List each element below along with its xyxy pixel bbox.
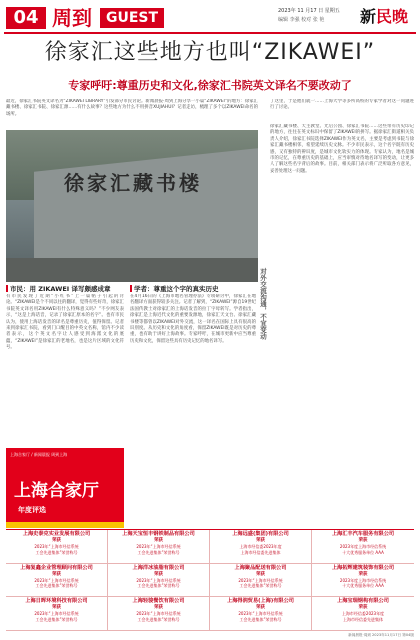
honor-line: 工会先进集体”荣誉称号: [137, 583, 180, 589]
ad-cell: [108, 597, 210, 631]
honor-label: 荣获: [256, 538, 265, 543]
honor-label: 荣获: [154, 605, 163, 611]
honor-label: 荣获: [256, 605, 265, 611]
right-intro-text: 了这里，于是他们就一……上海大学等多所高校的专家学者对这一问题进行了讨论。: [270, 99, 414, 111]
honor-line: 工会先进集体”荣誉称号: [239, 583, 282, 589]
honor-line: 十大优秀服务单位 AAA: [342, 583, 384, 589]
honor-line: 上海市经信委2023年度: [341, 611, 385, 617]
honor-line: 2023年“上海市经信系统: [34, 544, 79, 549]
photo-sign-text: 徐家汇藏书楼: [64, 171, 202, 195]
honor-line: 2023年“上海市经信系统: [136, 544, 181, 549]
honor-label: 荣获: [358, 605, 368, 611]
honor-line: 上海市经信委先进集体: [240, 549, 281, 555]
honor-label: 荣获: [358, 571, 368, 577]
company-name: 上海复鑫企业管理顾问有限公司: [20, 564, 93, 571]
honor-line: 2023年“上海市经信系统: [238, 611, 283, 617]
honor-line: 上海市经信委2023年度: [239, 544, 282, 549]
ad-cell: [210, 530, 312, 564]
newspaper-logo: [360, 4, 408, 30]
company-name: 上海得润贸易(上海)有限公司: [227, 598, 294, 605]
banner-stripe: [6, 522, 124, 528]
ad-cell: [210, 564, 312, 598]
company-name: 上海洋冰油脂有限公司: [132, 564, 185, 571]
issue-date: 2023年 11 月17 日 星期五: [278, 8, 340, 14]
honor-label: 荣获: [154, 571, 163, 577]
honor-line: 2023年“上海市经信系统: [34, 577, 79, 583]
honor-label: 荣获: [52, 605, 61, 611]
company-name: 上海轻骏餐饮有限公司: [132, 598, 185, 605]
honor-line: 工会先进集体”荣誉称号: [35, 549, 78, 555]
column-b-heading-text: 学者：尊重这个字的真实历史: [134, 285, 219, 293]
banner-subtitle: 年度评选: [18, 506, 46, 514]
article-intro: 最近，徐家汇书院英文译名为“ZIKAWEI LIBRARY”引发部分市民讨论。新闻晨报·周到上海分享一小篇“ZIKAWEI”的地方：徐家汇藏书楼、徐家汇书院、徐家汇源……有什么故事？这些地方为什么不用拼音XUJIAHUI？记者走访，梳理了多个以ZIKAWEI命名的场所。: [6, 99, 258, 117]
honor-label: 荣获: [358, 538, 368, 543]
honor-line: 2023年“上海市经信系统: [34, 611, 79, 617]
ad-cell: [6, 597, 108, 631]
ad-cell: [108, 564, 210, 598]
page-number: 04: [6, 7, 46, 29]
honor-label: 荣获: [52, 571, 61, 577]
honor-line: 2023年“上海市经信系统: [136, 577, 181, 583]
ad-cell: [6, 564, 108, 598]
column-b-heading: [130, 285, 219, 294]
editor-credits: 编辑 李强 校对 张 艳: [278, 17, 325, 23]
company-name: 上海宝瑞钢构有限公司: [337, 598, 389, 605]
article-headline: 徐家汇这些地方也叫“ZIKAWEI”: [44, 40, 376, 65]
honor-label: 荣获: [256, 571, 265, 577]
ad-cell: [108, 530, 210, 564]
honor-line: 2023年度上海市经信系统: [339, 544, 387, 549]
company-name: 上海拓辉建筑装饰有限公司: [331, 564, 395, 571]
section-title-cn: 周到: [52, 6, 92, 30]
page-header: [0, 0, 420, 34]
company-name: 上海远盛(集团)有限公司: [232, 531, 289, 537]
ad-cell: [210, 597, 312, 631]
header-rule: [4, 32, 416, 34]
honor-line: 2023年“上海市经信系统: [136, 611, 181, 617]
article-subheadline: 专家呼吁:尊重历史和文化,徐家汇书院英文译名不要改动了: [68, 79, 352, 92]
page-footer: 新闻晨报·周到 2023年11月17日 第04版: [348, 633, 414, 637]
company-name: 上海日晖环境科技有限公司: [25, 598, 88, 605]
ad-cell: [312, 597, 414, 631]
column-b-text: 在4月16日的《上海市地名管理办法》专项研讨中，徐家汇在地名翻译方面获得较多关注。记者了解到，“ZIKAWEI”源自19世纪法国传教士对徐家汇的上海话发音的拉丁字母转写。学者指出，徐家汇是上海近代文化的重要发源地，徐家汇天文台、徐家汇藏书楼等都曾以ZIKAWEI对外交流，这一译名在国际上具有很高的识别度。从历史和文化的角度看，保留ZIKAWEI既是对历史的尊重，也有助于讲好上海故事。专家呼吁，在城市更新中应当尊重历史和文化，保留这些具有历史记忆的地名译写。: [130, 294, 256, 344]
company-name: 上海聚品配送有限公司: [234, 564, 287, 571]
honor-line: 2023年度上海市经信系统: [339, 577, 387, 583]
column-a-heading-text: 市民：用 ZIKAWEI 译写颇感成章: [10, 285, 111, 293]
honor-line: 2023年“上海市经信系统: [238, 577, 283, 583]
ad-cell: [6, 530, 108, 564]
section-title-en: GUEST: [100, 8, 164, 28]
honor-line: 上海市经信委先进集体: [343, 616, 383, 622]
banner-top-text: 上海合家厅 / 新闻晨报 周到上海: [10, 452, 68, 457]
ad-cell: [312, 530, 414, 564]
honor-line: 工会先进集体”荣誉称号: [35, 583, 78, 589]
honor-ad-grid: [6, 529, 414, 631]
honor-line: 十大优秀服务单位 AAA: [342, 549, 384, 555]
promo-banner: [6, 448, 124, 528]
company-name: 上海史泰克实业发展有限公司: [22, 531, 91, 537]
company-name: 上海天宝恒丰钢铁制品有限公司: [122, 531, 195, 537]
vertical-pull-quote: 对外交流沟通，不宜变动: [259, 268, 267, 340]
photo-ground: [6, 258, 258, 282]
heading-bar: [6, 285, 8, 292]
honor-label: 荣获: [52, 538, 61, 543]
right-column-text: 徐家汇藏书楼、天主教堂、光启公园、徐家汇书院……这些带有历史印记的地方，往往在英文标识中保留了ZIKAWEI的拼写。据徐家汇街道相关负责人介绍，徐家汇书院选择ZIKAWEI作为英文名，主要是考虑到书院与徐家汇藏书楼相邻，希望延续历史文脉。不少市民表示，这个名字既有历史感，又有独特的辨识度，是城市文化软实力的体现。专家认为，地名是城市的记忆，在尊重历史的基础上，应当审慎对待地名译写的变动，让更多人了解这些名字背后的故事。目前，相关部门表示将广泛听取各方意见，妥善处理这一问题。: [270, 124, 414, 174]
column-a-text: 有市民发现了近期“小红书”上一篇帖子引起的讨论。“ZIKAWEI是个不同以往的翻译，觉得有些好奇，徐家汇书院英文译名用ZIKAWEI有什么特殊意义吗？”不少网友表示，“这是上海话音，记录了徐家汇原本的名字”。也有市民认为，使用上海话发音的译名是尊重历史，值得保留。记者来到徐家汇书院，看到门口醒目的中英文名称，馆内不少读者表示，这个英文名字让人感受到海派文化的底蕴，“ZIKAWEI”是徐家汇的老地名，也是这片区域的文化符号。: [6, 294, 124, 351]
honor-line: 工会先进集体”荣誉称号: [137, 549, 180, 555]
banner-title: 上海合家厅: [14, 481, 99, 501]
library-photo: [6, 130, 258, 282]
logo-prefix: 新: [360, 7, 377, 26]
logo-main: 民晚: [376, 7, 409, 26]
honor-line: 工会先进集体”荣誉称号: [35, 616, 78, 622]
company-name: 上海汇丰汽车服务有限公司: [331, 531, 395, 537]
honor-label: 荣获: [154, 538, 163, 543]
heading-bar: [130, 285, 132, 292]
honor-line: 工会先进集体”荣誉称号: [239, 616, 282, 622]
ad-cell: [312, 564, 414, 598]
honor-line: 工会先进集体”荣誉称号: [137, 616, 180, 622]
column-a-heading: [6, 285, 110, 294]
